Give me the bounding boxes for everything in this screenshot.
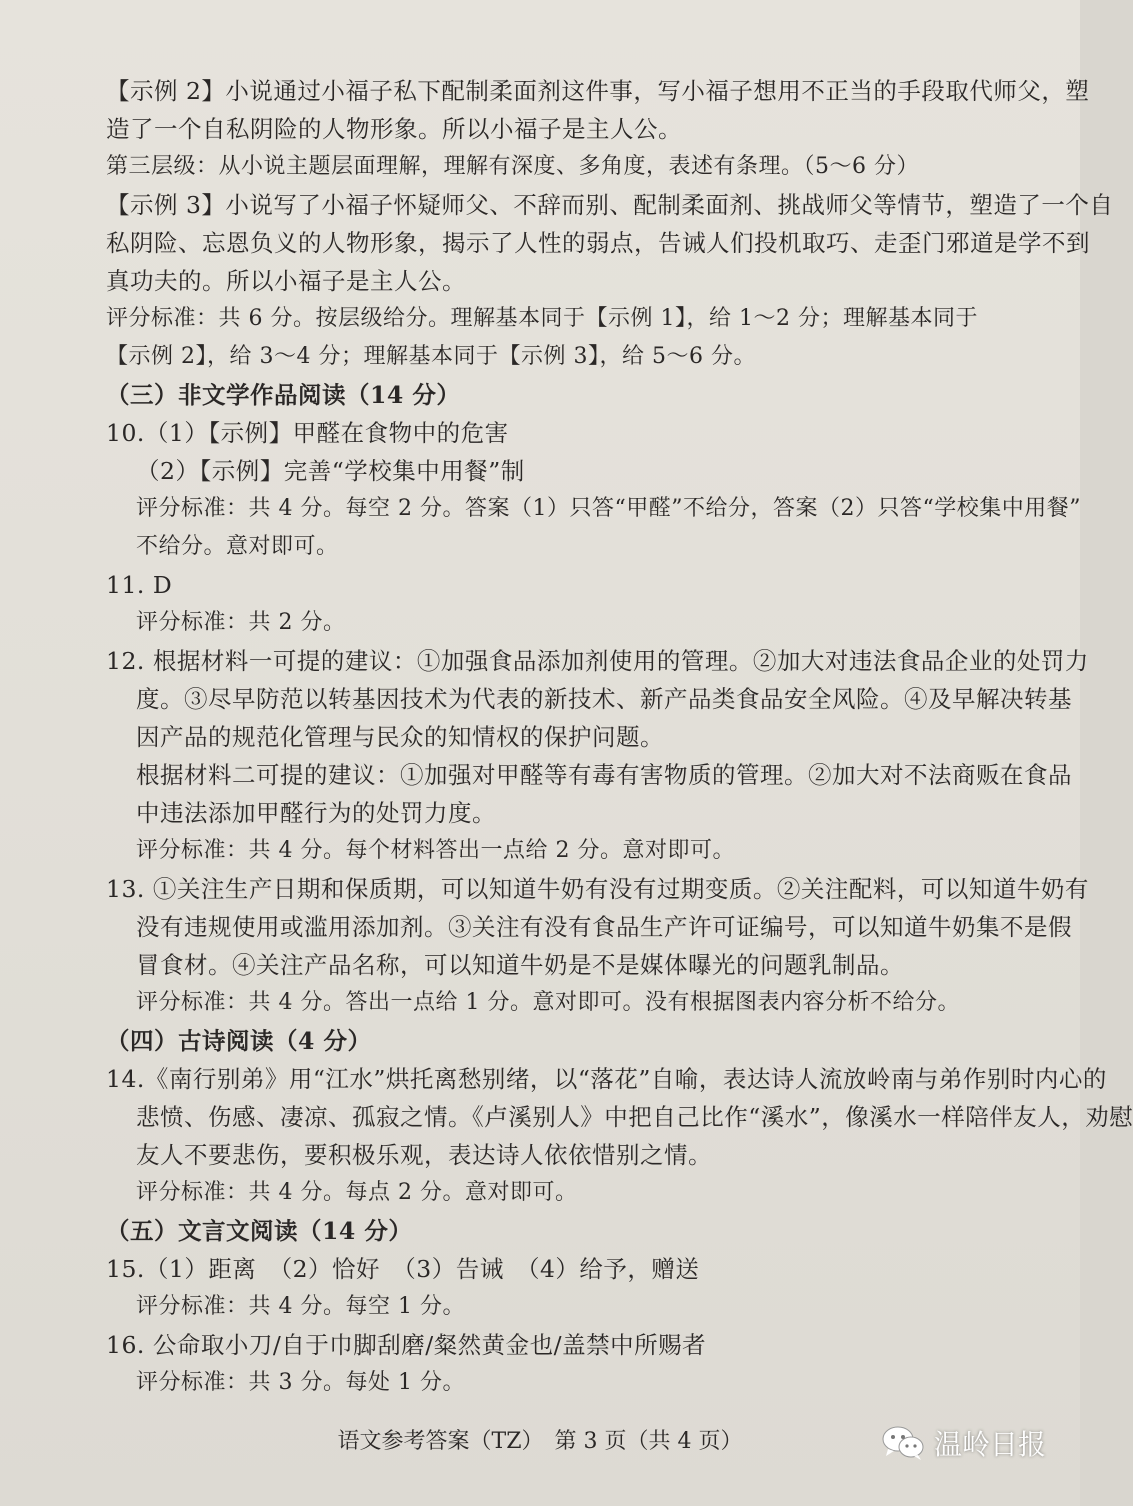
- q10-scoring-a: 评分标准：共 4 分。每空 2 分。答案（1）只答“甲醛”不给分，答案（2）只答“学校集中用餐”: [136, 496, 1081, 521]
- line-scoring-9b: 【示例 2】，给 3～4 分；理解基本同于【示例 3】，给 5～6 分。: [106, 344, 756, 369]
- section-heading-3: （三）非文学作品阅读（14 分）: [106, 381, 461, 409]
- line-example-3b: 私阴险、忘恩负义的人物形象，揭示了人性的弱点，告诫人们投机取巧、走歪门邪道是学不到: [106, 229, 1090, 257]
- q12-answer-b: 度。③尽早防范以转基因技术为代表的新技术、新产品类食品安全风险。④及早解决转基: [136, 685, 1072, 713]
- q15-answer: 15.（1）距离 （2）恰好 （3）告诫 （4）给予，赠送: [106, 1255, 700, 1283]
- watermark: [880, 1423, 1046, 1463]
- q13-scoring: 评分标准：共 4 分。答出一点给 1 分。意对即可。没有根据图表内容分析不给分。: [136, 990, 960, 1015]
- line-example-3c: 真功夫的。所以小福子是主人公。: [106, 267, 466, 295]
- q13-answer-a: 13. ①关注生产日期和保质期，可以知道牛奶有没有过期变质。②关注配料，可以知道牛奶有: [106, 875, 1089, 903]
- line-scoring-9a: 评分标准：共 6 分。按层级给分。理解基本同于【示例 1】，给 1～2 分；理解基本同于: [106, 306, 978, 331]
- q10-answer-2: （2）【示例】完善“学校集中用餐”制: [136, 457, 525, 485]
- q16-answer: 16. 公命取小刀/自于巾脚刮磨/粲然黄金也/盖禁中所赐者: [106, 1331, 707, 1359]
- q12-answer-d: 根据材料二可提的建议：①加强对甲醛等有毒有害物质的管理。②加大对不法商贩在食品: [136, 761, 1072, 789]
- q12-answer-e: 中违法添加甲醛行为的处罚力度。: [136, 799, 496, 827]
- q11-scoring: 评分标准：共 2 分。: [136, 610, 346, 635]
- q14-answer-b: 悲愤、伤感、凄凉、孤寂之情。《卢溪别人》中把自己比作“溪水”，像溪水一样陪伴友人，劝慰: [136, 1103, 1133, 1131]
- q16-scoring: 评分标准：共 3 分。每处 1 分。: [136, 1370, 465, 1395]
- q14-answer-a: 14.《南行别弟》用“江水”烘托离愁别绪，以“落花”自喻，表达诗人流放岭南与弟作别时内心的: [106, 1065, 1107, 1093]
- q14-answer-c: 友人不要悲伤，要积极乐观，表达诗人依依惜别之情。: [136, 1141, 712, 1169]
- q12-answer-c: 因产品的规范化管理与民众的知情权的保护问题。: [136, 723, 664, 751]
- q15-scoring: 评分标准：共 4 分。每空 1 分。: [136, 1294, 465, 1319]
- page-footer: 语文参考答案（TZ） 第 3 页（共 4 页）: [337, 1429, 743, 1454]
- section-heading-5: （五）文言文阅读（14 分）: [106, 1217, 413, 1245]
- q12-scoring: 评分标准：共 4 分。每个材料答出一点给 2 分。意对即可。: [136, 838, 735, 863]
- line-example-2a: 【示例 2】小说通过小福子私下配制柔面剂这件事，写小福子想用不正当的手段取代师父，塑: [106, 77, 1090, 105]
- q10-answer-1: 10.（1）【示例】甲醛在食物中的危害: [106, 419, 509, 447]
- line-example-2b: 造了一个自私阴险的人物形象。所以小福子是主人公。: [106, 115, 682, 143]
- watermark-text: 温岭日报: [934, 1428, 1047, 1461]
- line-example-3a: 【示例 3】小说写了小福子怀疑师父、不辞而别、配制柔面剂、挑战师父等情节，塑造了一个自: [106, 191, 1114, 219]
- q13-answer-c: 冒食材。④关注产品名称，可以知道牛奶是不是媒体曝光的问题乳制品。: [136, 951, 904, 979]
- line-level-3: 第三层级：从小说主题层面理解，理解有深度、多角度，表述有条理。（5～6 分）: [106, 154, 919, 179]
- q13-answer-b: 没有违规使用或滥用添加剂。③关注有没有食品生产许可证编号，可以知道牛奶集不是假: [136, 913, 1072, 941]
- q10-scoring-b: 不给分。意对即可。: [136, 534, 339, 559]
- q11-answer: 11. D: [106, 571, 173, 599]
- section-heading-4: （四）古诗阅读（4 分）: [106, 1027, 372, 1055]
- q12-answer-a: 12. 根据材料一可提的建议：①加强食品添加剂使用的管理。②加大对违法食品企业的处罚力: [106, 647, 1089, 675]
- q14-scoring: 评分标准：共 4 分。每点 2 分。意对即可。: [136, 1180, 578, 1205]
- wechat-icon: [880, 1423, 926, 1463]
